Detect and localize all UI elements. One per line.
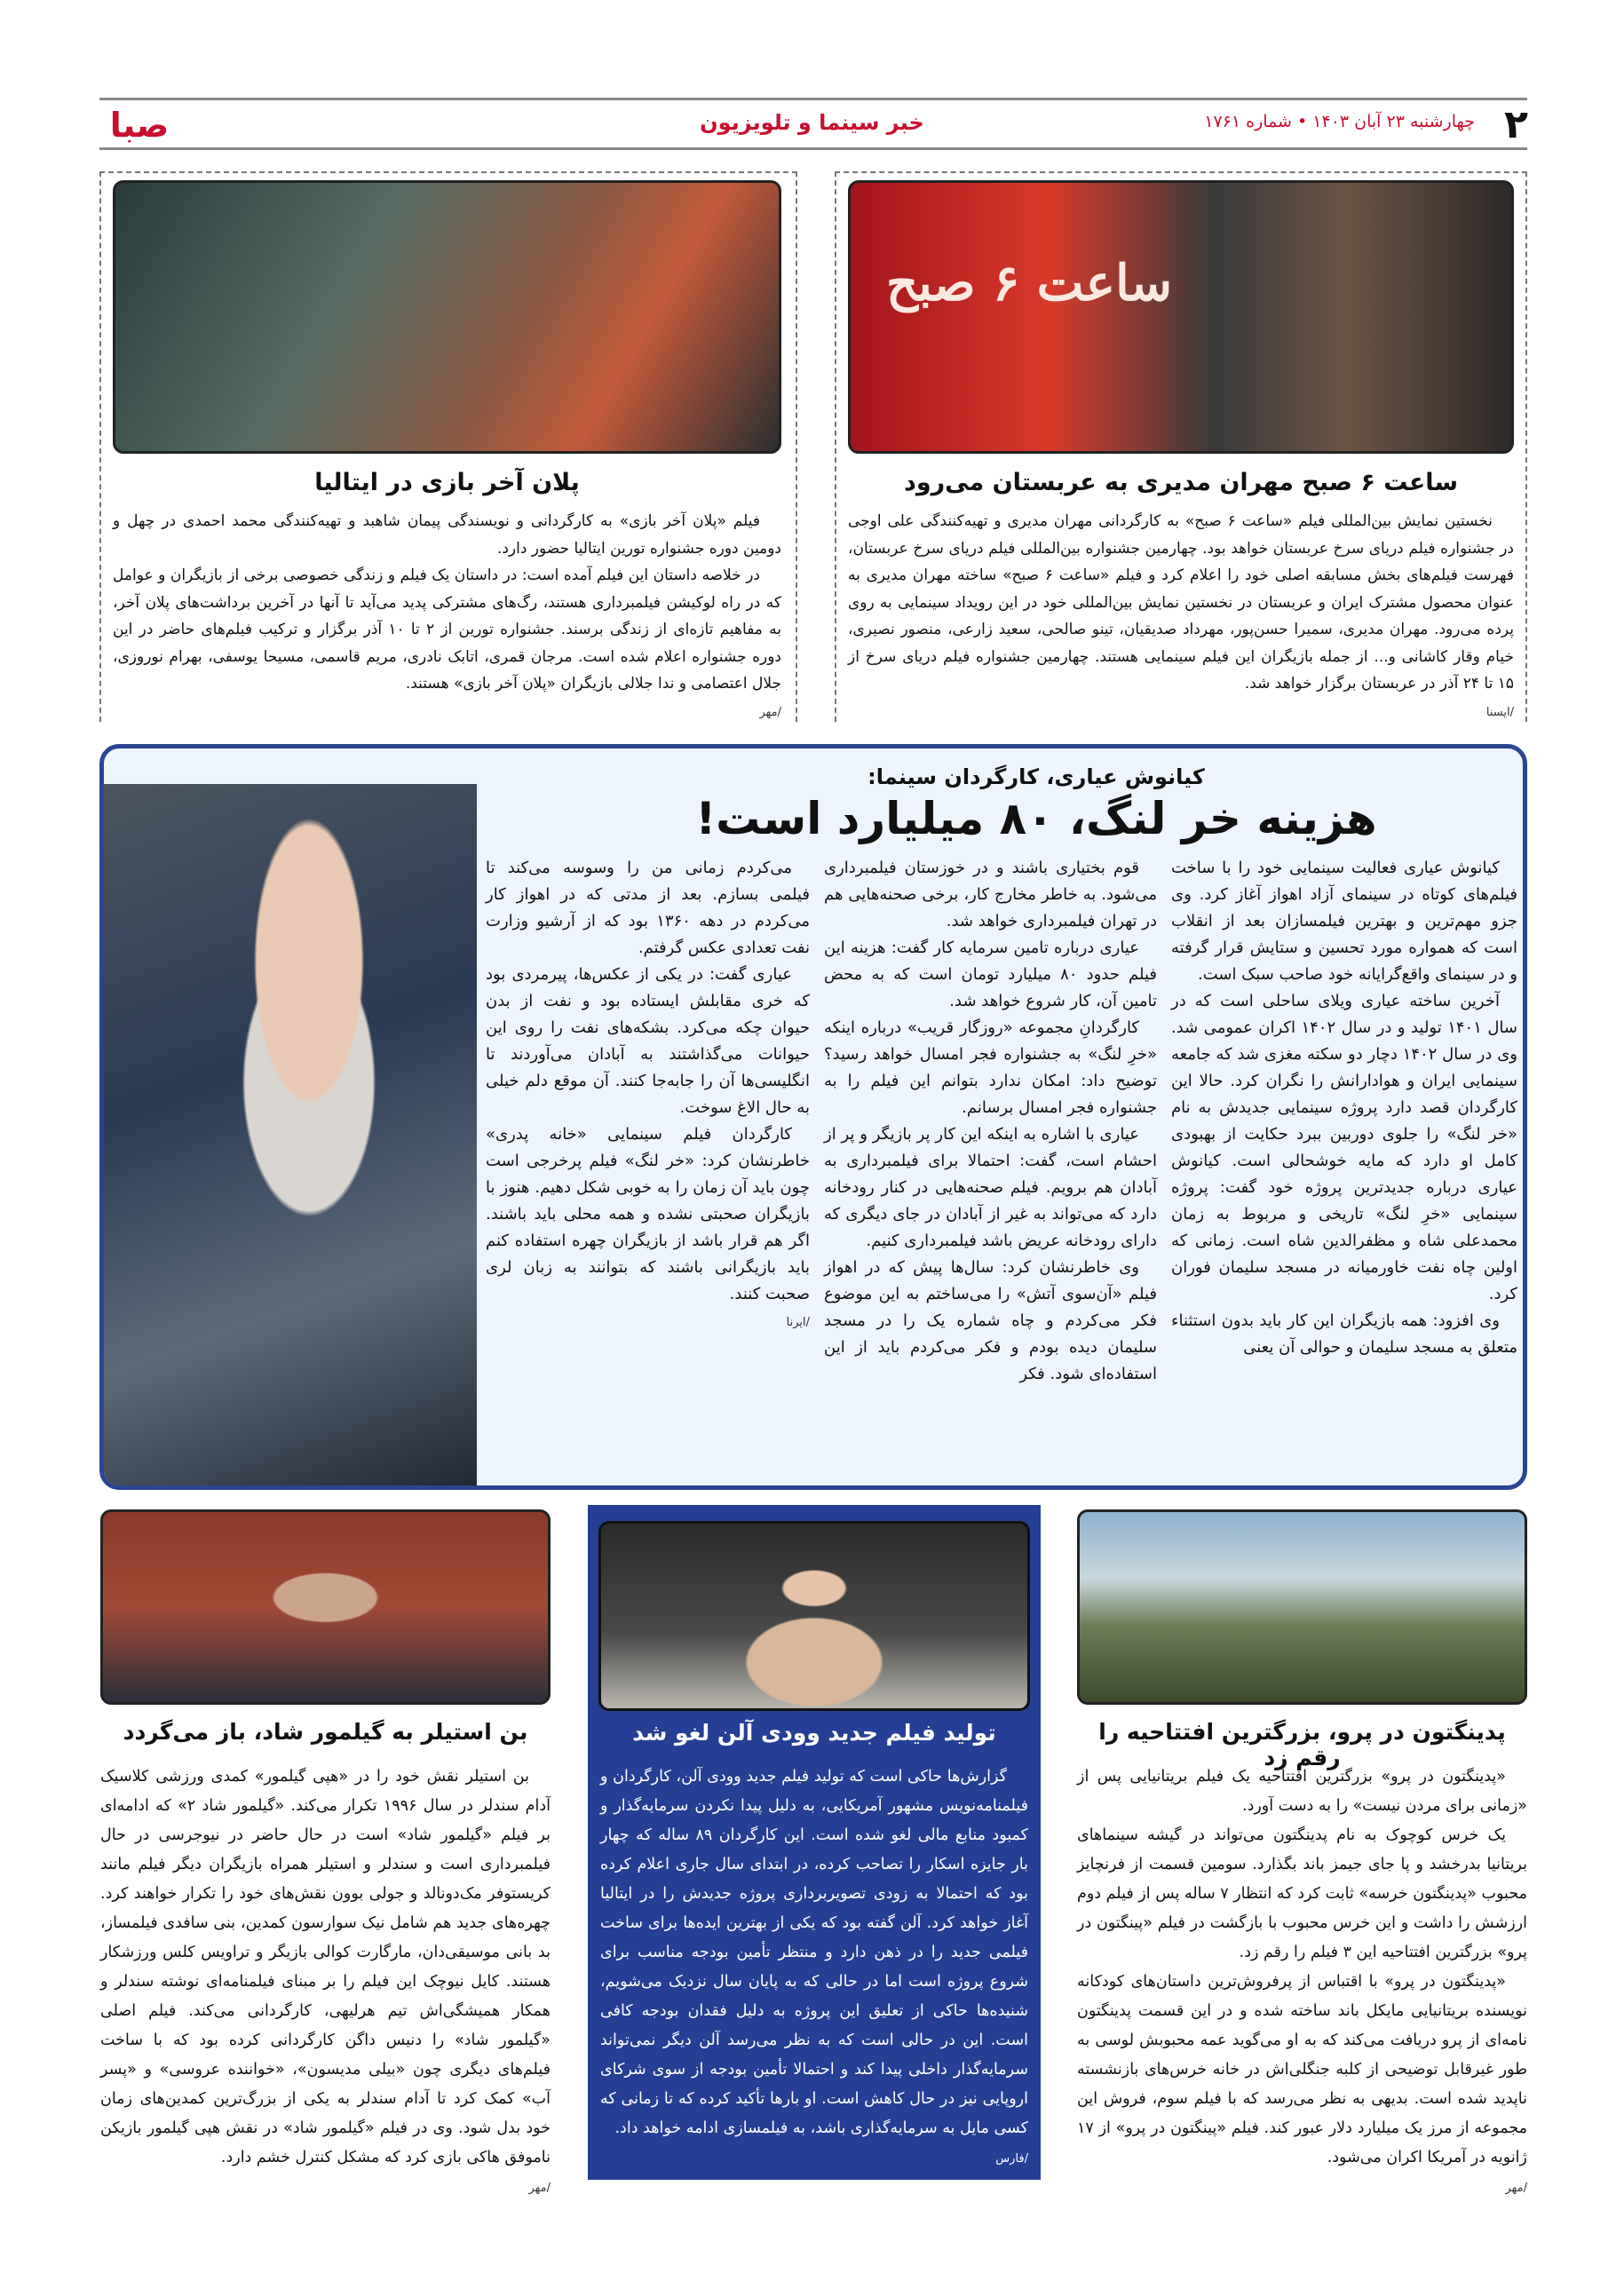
woody-allen-article-box xyxy=(588,1505,1041,2180)
paragraph: می‌کردم زمانی من را وسوسه می‌کند تا فیلمی بسازم. بعد از مدتی که در اهواز کار می‌کردم در دهه ۱۳۶۰ بود که از آرشیو وزارت نفت تعدادی عکس گرفتم. xyxy=(486,859,811,957)
paragraph: وی خاطرنشان کرد: سال‌ها پیش که در اهواز فیلم «آن‌سوی آتش» را می‌ساختم به این موضوع فکر می‌کردم و چاه شماره یک را در مسجد سلیمان دیده بودم و فکر می‌کردم باید از این استفاده‌ای شود. فکر xyxy=(824,1258,1157,1383)
article-body xyxy=(100,1762,551,2203)
woody-allen-photo xyxy=(598,1521,1030,1711)
paragraph: وی افزود: همه بازیگران این کار باید بدون استثناء متعلق به مسجد سلیمان و حوالی آن یعنی xyxy=(1171,1311,1517,1357)
source-credit: /مهر xyxy=(759,705,781,719)
article-column xyxy=(824,855,1157,1388)
director-portrait-photo xyxy=(104,784,477,1490)
header-top-rule xyxy=(99,98,1527,100)
paragraph: قوم بختیاری باشند و در خوزستان فیلمبرداری می‌شود. به خاطر مخارج کار، برخی صحنه‌هایی هم در تهران فیلمبرداری خواهد شد. xyxy=(824,859,1157,931)
article-kicker: کیانوش عیاری، کارگردان سینما: xyxy=(867,764,1205,789)
paragraph: عیاری درباره تامین سرمایه کار گفت: هزینه این فیلم حدود ۸۰ میلیارد تومان است که به محض تامین آن، کار شروع خواهد شد. xyxy=(824,939,1157,1010)
article-body xyxy=(113,508,781,726)
article-column xyxy=(1171,855,1517,1361)
source-credit: /مهر xyxy=(528,2182,551,2195)
ben-stiller-photo xyxy=(100,1509,551,1705)
article-title: تولید فیلم جدید وودی آلن لغو شد xyxy=(632,1720,996,1746)
paragraph: عیاری با اشاره به اینکه این کار پر بازیگر و پر از احشام است، گفت: احتمالا برای فیلمبرداری به آبادان هم برویم. فیلم صحنه‌هایی در کنار رودخانه دارد که می‌تواند به غیر از آبادان در جای دیگری که دارای رودخانه عریض باشد فیلمبرداری کنیم. xyxy=(824,1125,1157,1250)
feature-article-box xyxy=(99,744,1527,1490)
paragraph: در خلاصه داستان این فیلم آمده است: در داستان یک فیلم و زندگی خصوصی برخی از بازیگران و عوامل که در راه لوکیشن فیلمبرداری هستند، رگ‌های مشترکی پدید می‌آید تا آنها در آخرین برداشت‌های پلان آخر، به مفاهیم تازه‌ای از زندگی برسند. جشنواره تورین از ۲ تا ۱۰ آذر برگزار و ترکیب فیلم‌های حاضر در این دوره جشنواره اعلام شده است. مرجان قمری، اتابک نادری، مریم قاسمی، مسیحا یوسفی، بهرام نوروزی، جلال اعتصامی و ندا جلالی بازیگران «پلان آخر بازی» هستند. xyxy=(113,566,781,693)
source-credit: /ایرنا xyxy=(786,1316,810,1329)
paragraph: کارگردان فیلم سینمایی «خانه پدری» خاطرنشان کرد: «خر لنگ» فیلم پرخرجی است چون باید آن زمان را به خوبی شکل دهیم. هنوز با بازیگران صحبتی نشده و همه محلی باید باشند. اگر هم قرار باشد از بازیگران چهره استفاده کنم باید بازیگرانی باشند که بتوانند به زبان لری صحبت کنند. xyxy=(486,1125,810,1303)
header-bottom-rule xyxy=(99,147,1527,150)
article-body xyxy=(848,508,1514,726)
poster-title: ساعت ۶ صبح xyxy=(886,254,1173,313)
paragraph: «پدینگتون در پرو» با اقتباس از پرفروش‌ترین داستان‌های کودکانه نویسنده بریتانیایی مایکل باند ساخته شده و در این قسمت پدینگتون نامه‌ای از پرو دریافت می‌کند که به او می‌گوید عمه محبوبش لوسی به طور غیرقابل توضیحی از کلبه جنگلی‌اش در خانه خرس‌های بازنشسته ناپدید شده است. بدیهی به نظر می‌رسد که با فیلم سوم، فروش این مجموعه از مرز یک میلیارد دلار عبور کند. فیلم «پینگتون در پرو» از ۱۷ ژانویه در آمریکا اکران می‌شود. xyxy=(1077,1973,1527,2166)
section-title: خبر سینما و تلویزیون xyxy=(700,110,924,135)
article-body xyxy=(1077,1762,1527,2203)
paragraph: یک خرس کوچوک به نام پدینگتون می‌تواند در گیشه سینماهای بریتانیا بدرخشد و پا جای جیمز باند بگذارد. سومین قسمت از فرنچایز محبوب «پدینگتون خرسه» ثابت کرد که انتظار ۷ ساله پس از فیلم دوم ارزشش را داشت و این خرس محبوب با بازگشت در فیلم «پینگتون در پرو» بزرگترین افتتاحیه این ۳ فیلم را رقم زد. xyxy=(1077,1826,1527,1961)
paragraph: آخرین ساخته عیاری ویلای ساحلی است که در سال ۱۴۰۱ تولید و در سال ۱۴۰۲ اکران عمومی شد. وی در سال ۱۴۰۲ دچار دو سکته مغزی شد که جامعه سینمایی ایران و هوادارانش را نگران کرد. حالا این کارگردان قصد دارد پروژه سینمایی جدیدش به نام «خر لنگ» را جلوی دوربین ببرد حکایت از بهبودی کامل او دارد که مایه خوشحالی است. کیانوش عیاری درباره جدیدترین پروژه خود گفت: پروژه سینمایی «خرِ لنگ» تاریخی و مربوط به زمان محمدعلی شاه و مظفرالدین شاه است. زمانی که اولین چاه نفت خاورمیانه در مسجد سلیمان فوران کرد. xyxy=(1171,992,1517,1303)
paragraph: «پدینگتون در پرو» بزرگترین افتتاحیه یک فیلم بریتانیایی پس از «زمانی برای مردن نیست» را به دست آورد. xyxy=(1077,1768,1527,1815)
paragraph: فیلم «پلان آخر بازی» به کارگردانی و نویسندگی پیمان شاهبد و تهیه‌کنندگی محمد احمدی در چهل و دومین دوره جشنواره تورین ایتالیا حضور دارد. xyxy=(113,512,781,558)
article-title: پدینگتون در پرو، بزرگترین افتتاحیه را رقم زد xyxy=(1098,1719,1506,1770)
article-title: پلان آخر بازی در ایتالیا xyxy=(314,469,580,496)
article-title: بن استیلر به گیلمور شاد، باز می‌گردد xyxy=(123,1719,528,1745)
article-title: ساعت ۶ صبح مهران مدیری به عربستان می‌رود xyxy=(904,469,1458,496)
paragraph: نخستین نمایش بین‌المللی فیلم «ساعت ۶ صبح» به کارگردانی مهران مدیری و تهیه‌کنندگی علی اوجی در جشنواره فیلم دریای سرخ عربستان خواهد بود. چهارمین جشنواره بین‌المللی فیلم دریای سرخ عربستان، فهرست فیلم‌های بخش مسابقه اصلی خود را اعلام کرد و فیلم «ساعت ۶ صبح» ساخته مهران مدیری به عنوان محصول مشترک ایران و عربستان در نخستین نمایش بین‌المللی خود در این رویداد سینمایی به روی پرده می‌رود. مهران مدیری، سمیرا حسن‌پور، مهرداد صدیقیان، تینو صالحی، سعید زارعی، منصور نصیری، خیام وقار کاشانی و... از جمله بازیگران این فیلم سینمایی هستند. چهارمین جشنواره فیلم دریای سرخ از ۱۵ تا ۲۴ آذر در عربستان برگزار خواهد شد. xyxy=(848,512,1514,693)
article-body xyxy=(600,1762,1028,2174)
source-credit: /فارس xyxy=(995,2152,1028,2166)
paragraph: بن استیلر نقش خود را در «هپی گیلمور» کمدی ورزشی کلاسیک آدام سندلر در سال ۱۹۹۶ تکرار می‌کند. «گیلمور شاد ۲» که ادامه‌ای بر فیلم «گیلمور شاد» است در حال حاضر در نیوجرسی در حال فیلمبرداری است و سندلر و استیلر همراه بازیگران دیگر فیلم مانند کریستوفر مک‌دونالد و جولی بوون نقش‌های خود را تکرار خواهند کرد. چهره‌های جدید هم شامل نیک سوارسون کمدین، بنی سافدی فیلمساز، بد بانی موسیقی‌دان، مارگارت کوالی بازیگر و تراویس کلس ورزشکار هستند. کایل نیوچک این فیلم را بر مبنای فیلمنامه‌ای نوشته سندلر و همکار همیشگی‌اش تیم هرلیهی، کارگردانی می‌کند. فیلم اصلی «گیلمور شاد» را دنیس داگن کارگردانی کرده بود که با ساخت فیلم‌های دیگری چون «بیلی مدیسون»، «خواننده عروسی» و «پسر آب» کمک کرد تا آدام سندلر به یکی از بزرگ‌ترین کمدین‌های زمان خود بدل شود. وی در فیلم «گیلمور شاد» در نقش هپی گیلمور بازیکن ناموفق هاکی بازی کرد که مشکل کنترل خشم دارد. xyxy=(100,1768,551,2166)
paragraph: عیاری گفت: در یکی از عکس‌ها، پیرمردی بود که خری مقابلش ایستاده بود و نفت از بدن حیوان چکه می‌کرد. بشکه‌های نفت را روی این حیوانات می‌گذاشتند به آبادان می‌آوردند تا انگلیسی‌ها آن را جابه‌جا کنند. آن موقع دلم خیلی به حال الاغ سوخت. xyxy=(486,965,810,1117)
source-credit: /مهر xyxy=(1505,2182,1527,2195)
paddington-film-still xyxy=(1077,1509,1527,1705)
paragraph: کیانوش عیاری فعالیت سینمایی خود را با ساخت فیلم‌های کوتاه در سینمای آزاد اهواز آغاز کرد. وی جزو مهم‌ترین و بهترین فیلمسازان بعد از انقلاب است که همواره مورد تحسین و ستایش قرار گرفته و در سینمای واقع‌گرایانه خود صاحب سبک است. xyxy=(1171,859,1517,984)
page-number: ۲ xyxy=(1504,102,1528,147)
svg-text:صبا: صبا xyxy=(109,106,170,145)
article-headline: هزینه خر لنگ، ۸۰ میلیارد است! xyxy=(695,793,1377,844)
source-credit: /ایسنا xyxy=(1485,705,1514,719)
issue-date: چهارشنبه ۲۳ آبان ۱۴۰۳ • شماره ۱۷۶۱ xyxy=(1204,112,1475,131)
article-column xyxy=(486,855,810,1336)
paragraph: گزارش‌ها حاکی است که تولید فیلم جدید وودی آلن، کارگردان و فیلمنامه‌نویس مشهور آمریکایی، به دلیل پیدا نکردن سرمایه‌گذار و کمبود منابع مالی لغو شده است. این کارگردان ۸۹ ساله که چهار بار جایزه اسکار را تصاحب کرده، در ابتدای سال جاری اعلام کرده بود که احتمالا به زودی تصویربرداری پروژه جدیدش را در ایتالیا آغاز خواهد کرد. آلن گفته بود که یکی از بهترین ایده‌ها برای ساخت فیلمی جدید را در ذهن دارد و منتظر تأمین بودجه مناسب برای شروع پروژه است اما در حالی که به پایان سال نزدیک می‌شویم، شنیده‌ها حاکی از تعلیق این پروژه به دلیل فقدان بودجه کافی است. این در حالی است که به نظر می‌رسد آلن دیگر نمی‌تواند سرمایه‌گذار داخلی پیدا کند و احتمالا تأمین بودجه از سوی شرکای اروپایی نیز در حال کاهش است. او بارها تأکید کرده که تا زمانی که کسی مایل به سرمایه‌گذاری باشد، به فیلمسازی ادامه خواهد داد. xyxy=(600,1768,1028,2137)
film-set-photo xyxy=(113,180,781,454)
paragraph: کارگردانِ مجموعه «روزگار قریب» درباره اینکه «خرِ لنگ» به جشنواره فجر امسال خواهد رسید؟ توضیح داد: امکان ندارد بتوانم این فیلم را به جشنواره فجر امسال برسانم. xyxy=(824,1018,1157,1117)
saba-logo xyxy=(99,103,179,146)
film-poster-image xyxy=(848,180,1514,454)
